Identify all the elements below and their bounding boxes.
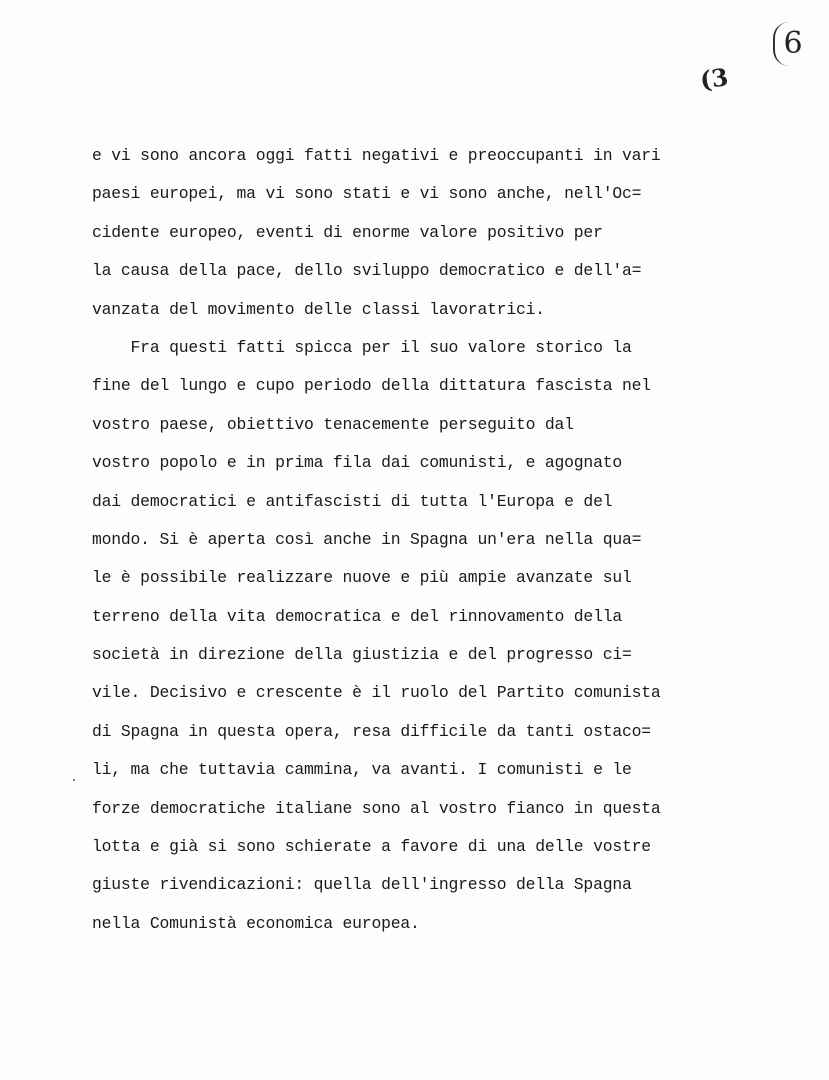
text-line: li, ma che tuttavia cammina, va avanti. I comunisti e le	[92, 760, 632, 780]
text-line: mondo. Si è aperta così anche in Spagna un'era nella qua=	[92, 529, 642, 549]
text-line: lotta e già si sono schierate a favore di una delle vostre	[92, 837, 651, 857]
text-line: le è possibile realizzare nuove e più ampie avanzate sul	[92, 568, 632, 588]
text-line: terreno della vita democratica e del rinnovamento della	[92, 606, 622, 626]
text-line: paesi europei, ma vi sono stati e vi sono anche, nell'Oc=	[92, 184, 642, 204]
text-line: di Spagna in questa opera, resa difficile da tanti ostaco=	[92, 721, 651, 741]
body-text	[92, 137, 702, 943]
text-line: vanzata del movimento delle classi lavoratrici.	[92, 299, 545, 319]
handwritten-page-number: 6	[773, 22, 811, 66]
text-line: forze democratiche italiane sono al vostro fianco in questa	[92, 798, 661, 818]
text-line: vile. Decisivo e crescente è il ruolo del Partito comunista	[92, 683, 661, 703]
text-line: società in direzione della giustizia e del progresso ci=	[92, 645, 632, 665]
text-line: la causa della pace, dello sviluppo democratico e dell'a=	[92, 261, 642, 281]
paragraph-start-line: Fra questi fatti spicca per il suo valore storico la	[92, 337, 632, 357]
text-line: vostro popolo e in prima fila dai comunisti, e agognato	[92, 453, 622, 473]
text-line: fine del lungo e cupo periodo della dittatura fascista nel	[92, 376, 651, 396]
text-line: nella Comunistà economica europea.	[92, 913, 420, 933]
paper-speck	[73, 779, 75, 781]
text-line: giuste rivendicazioni: quella dell'ingresso della Spagna	[92, 875, 632, 895]
text-line: cidente europeo, eventi di enorme valore positivo per	[92, 222, 603, 242]
text-line: e vi sono ancora oggi fatti negativi e preoccupanti in vari	[92, 146, 661, 165]
handwritten-bracket-number: (3	[698, 62, 730, 95]
text-line: vostro paese, obiettivo tenacemente perseguito dal	[92, 414, 574, 434]
text-line: dai democratici e antifascisti di tutta l'Europa e del	[92, 491, 613, 511]
